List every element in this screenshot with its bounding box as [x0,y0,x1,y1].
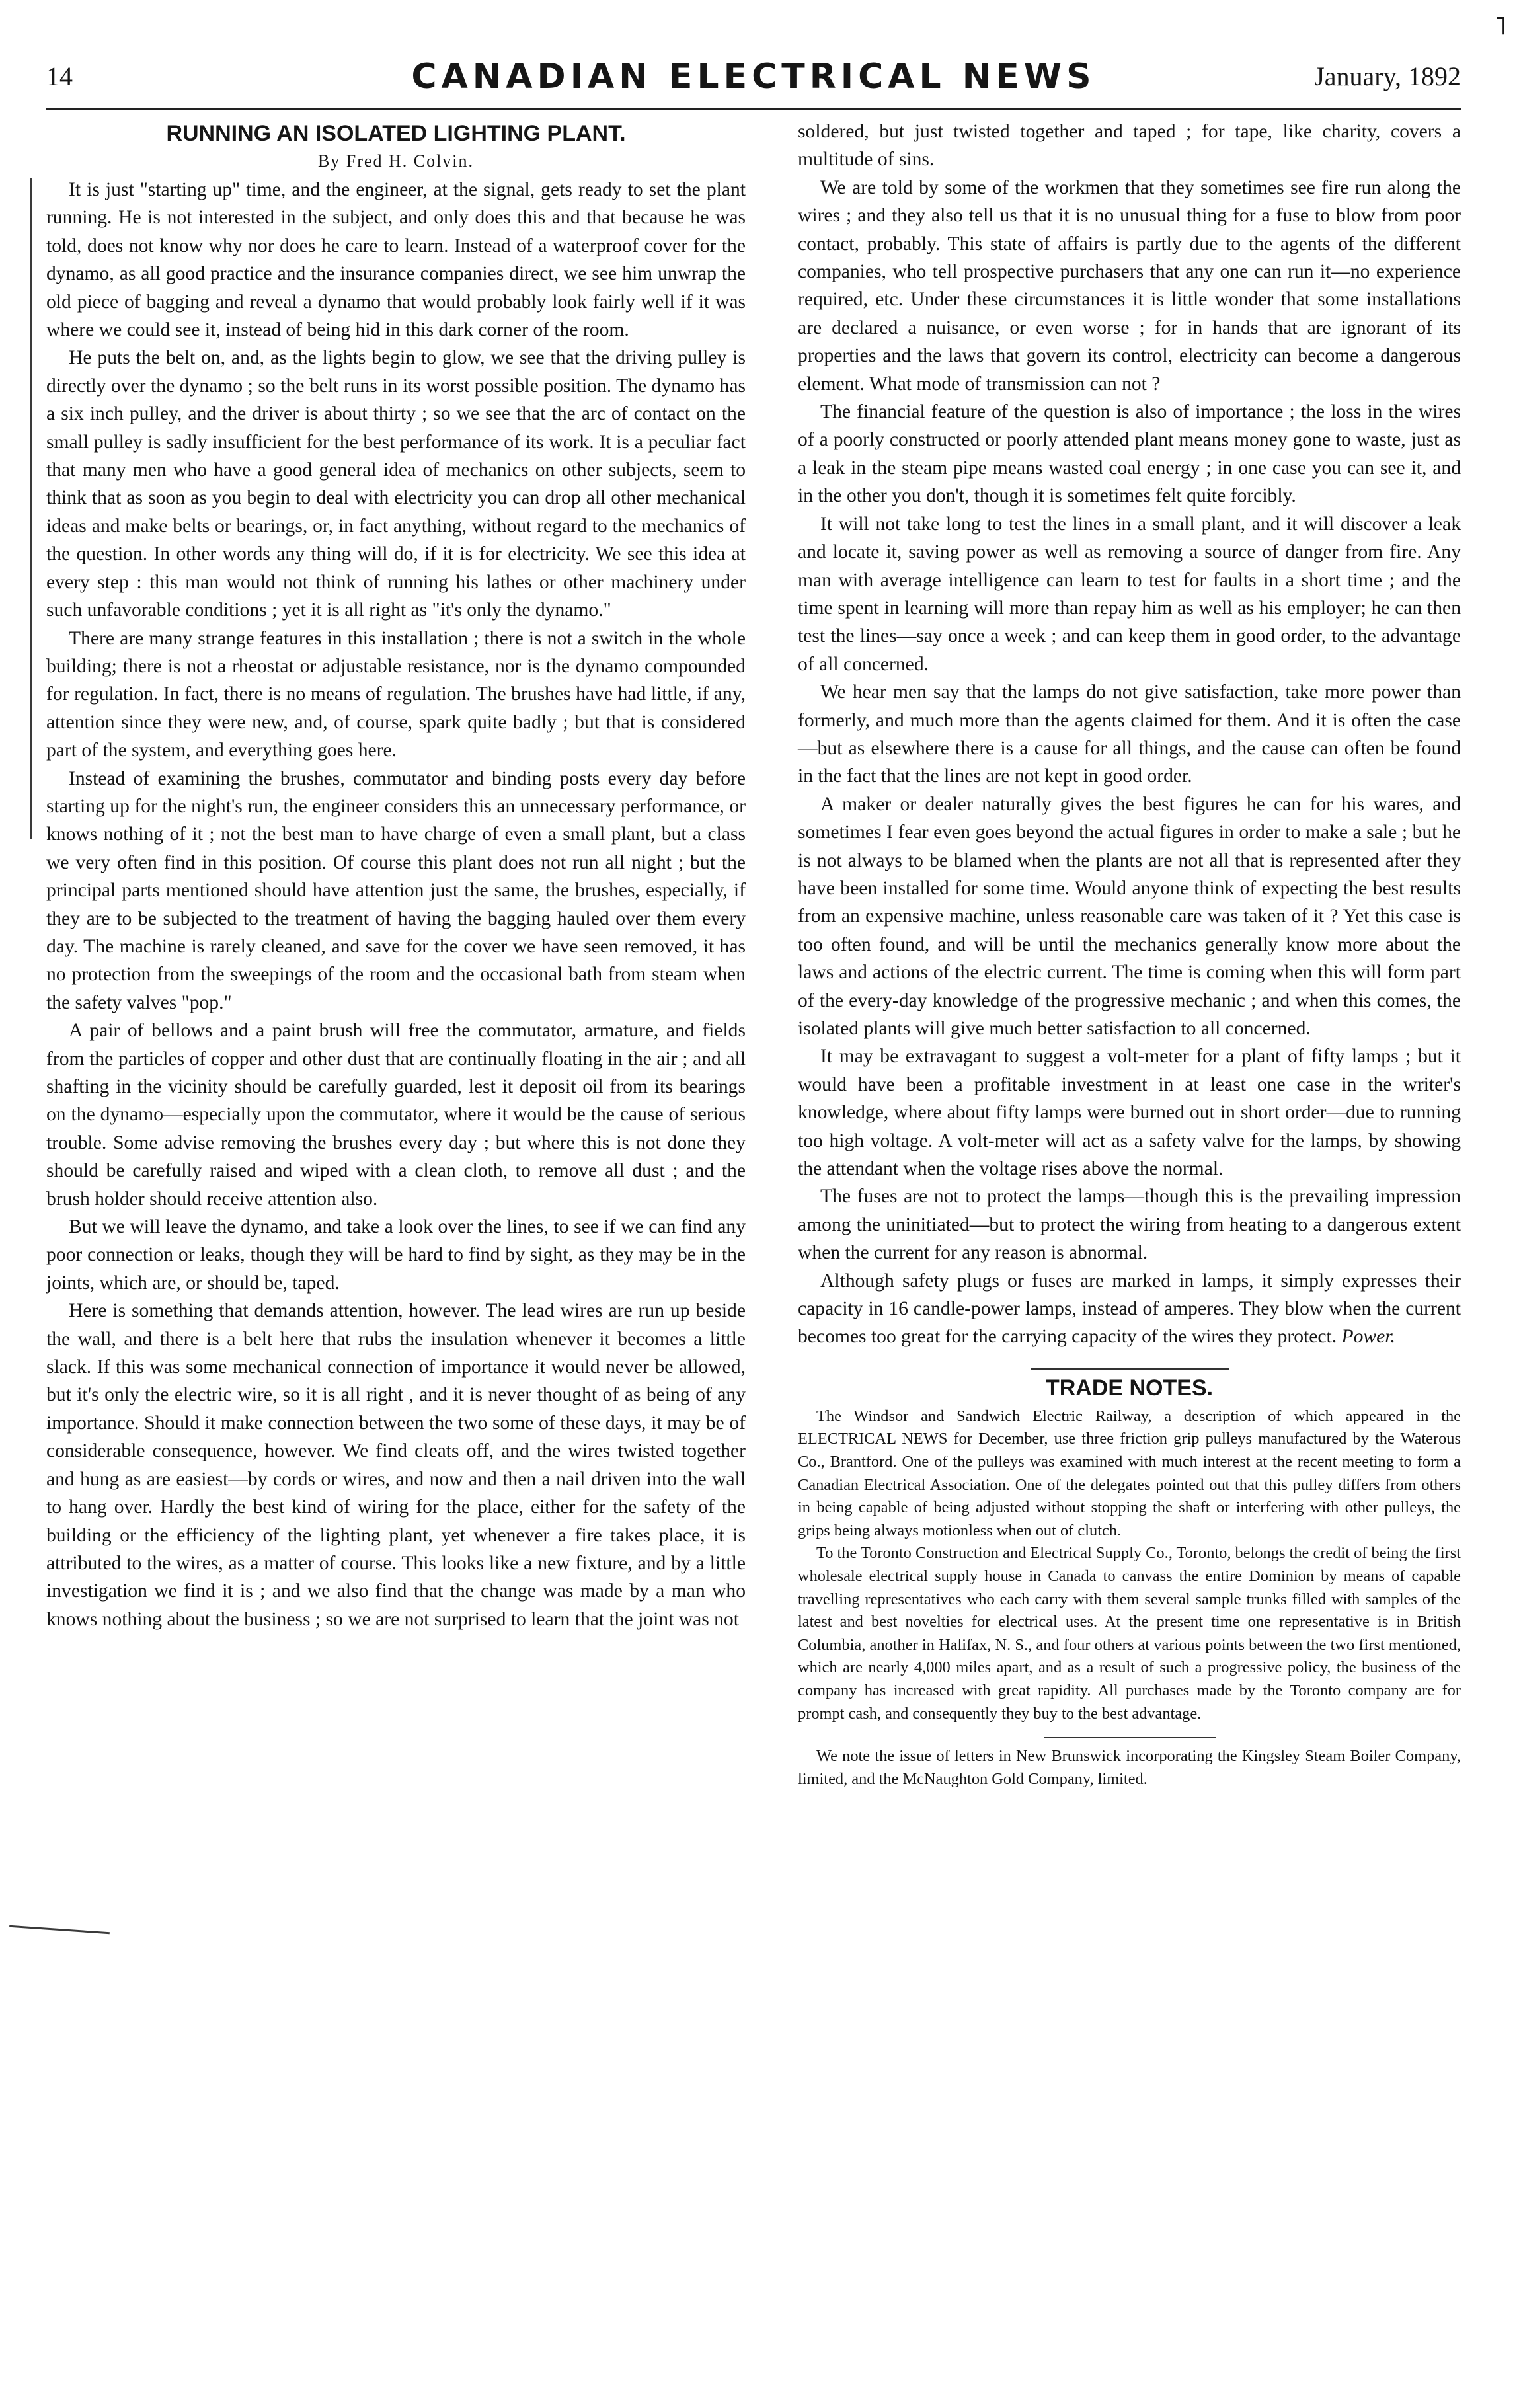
issue-date: January, 1892 [1314,61,1461,91]
article-paragraph: It is just "starting up" time, and the engineer, at the signal, gets ready to set the plant running. He is not interested in the subject, and only does this and that because he was told, does not know why nor does he care to learn. Instead of a waterproof cover for the dynamo, as all good practice and the insurance companies direct, we see him unwrap the old piece of bagging and reveal a dynamo that would probably look fairly well if it was where we could see it, instead of being hid in this dark corner of the room. [46,179,746,341]
article-paragraph: But we will leave the dynamo, and take a look over the lines, to see if we can find any poor connection or leaks, though they will be hard to find by sight, as they may be in the joints, which are, or should be, taped. [46,1216,746,1294]
article-paragraph: He puts the belt on, and, as the lights begin to glow, we see that the driving pulley is directly over the dynamo ; so the belt runs in its worst possible position. The dynamo has a six inch pulley, and the driver is about thirty ; so we see that the arc of contact on the small pulley is sadly insufficient for the best performance of its work. It is a peculiar fact that many men who have a good general idea of mechanics on other subjects, seem to think that as soon as you begin to deal with electricity you can drop all other mechanical ideas and make belts or bearings, or, in fact anything, without regard to the mechanics of the question. In other words any thing will do, if it is for electricity. We see this idea at every step : this man would not think of running his lathes or other machinery under such unfavorable conditions ; yet it is all right as "it's only the dynamo." [46,347,746,621]
article-paragraph: Instead of examining the brushes, commutator and binding posts every day before starting up for the night's run, the engineer considers this an unnecessary performance, or knows nothing of it ; not the best man to have charge of even a small plant, but a class we very often find in this position. Of course this plant does not run all night ; but the principal parts mentioned should have attention just the same, the brushes, especially, if they are to be subjected to the treatment of having the bagging hauled over them every day. The machine is rarely cleaned, and save for the cover we have seen removed, it has no protection from the sweepings of the room and the occasional bath from steam when the safety valves "pop." [46,767,746,1013]
section-rule [1031,1368,1229,1370]
trade-note: The Windsor and Sandwich Electric Railway, a description of which appeared in the ELECTRICAL NEWS for December, use three friction grip pulleys manufactured by the Waterous Co., Brantford. One of the pulleys was examined with much interest at the recent meeting to form a Canadian Electrical Association. One of the delegates pointed out that this pulley differs from others in being capable of being adjusted without stopping the shaft or interfering with other pulleys, the grips being always motionless when out of clutch. [798,1407,1461,1539]
article-paragraph: We are told by some of the workmen that they sometimes see fire run along the wires ; and they also tell us that it is no unusual thing for a fuse to blow from poor contact, probably. This state of affairs is partly due to the agents of the different companies, who tell prospective purchasers that any one can run it—no experience required, etc. Under these circumstances it is little wonder that some installations are declared a nuisance, or even worse ; for in hands that are ignorant of its properties and the laws that govern its control, electricity can become a dangerous element. What mode of transmission can not ? [798,176,1461,395]
page-header [46,57,1461,103]
article-byline: By Fred H. Colvin. [317,151,475,171]
trade-notes-body [798,1405,1461,1791]
margin-annotation-line [30,178,32,839]
header-rule [46,108,1461,110]
source-credit: Power. [1341,1326,1395,1348]
page-number: 14 [46,61,73,91]
article-paragraph: The financial feature of the question is also of importance ; the loss in the wires of a poorly constructed or poorly attended plant means money gone to waste, just as a leak in the steam pipe means wasted coal energy ; in one case you can see it, and in the other you don't, though it is sometimes felt quite forcibly. [798,401,1461,507]
note-separator [1044,1737,1216,1738]
left-column [46,119,746,1633]
article-paragraph: A pair of bellows and a paint brush will free the commutator, armature, and fields from the particles of copper and other dust that are continually floating in the air ; and all shafting in the vicinity should be carefully guarded, lest it deposit oil from its bearings on the dynamo—especially upon the commutator, where it would be the cause of serious trouble. Some advise removing the brushes every day ; but where this is not done they should be carefully raised and wiped with a clean cloth, to remove all dust ; and the brush holder should receive attention also. [46,1020,746,1210]
article-continuation: soldered, but just twisted together and taped ; for tape, like charity, covers a multitude of sins. [798,121,1461,171]
masthead: CANADIAN ELECTRICAL NEWS [411,57,1096,97]
trade-note: To the Toronto Construction and Electrical Supply Co., Toronto, belongs the credit of being the first wholesale electrical supply house in Canada to canvass the entire Dominion by means of capable travelling representatives who each carry with them several sample trunks filled with samples of the latest and best novelties for electrical uses. At the present time one representative is in British Columbia, another in Halifax, N. S., and four others at various points between the two first mentioned, which are nearly 4,000 miles apart, and as a result of such a progressive policy, the business of the company has increased with great rapidity. All purchases made by the Toronto company are for prompt cash, and consequently they buy to the best advantage. [798,1544,1461,1723]
trade-notes-title: TRADE NOTES. [1045,1375,1214,1401]
article-paragraph: The fuses are not to protect the lamps—though this is the prevailing impression among the uninitiated—but to protect the wiring from heating to a dangerous extent when the current for any reason is abnormal. [798,1186,1461,1264]
right-column [798,118,1461,1791]
article-paragraph: It may be extravagant to suggest a volt-meter for a plant of fifty lamps ; but it would have been a profitable investment in at least one case in the writer's knowledge, where about fifty lamps were burned out in short order—due to running too high voltage. A volt-meter will act as a safety valve for the lamps, by showing the attendant when the voltage rises above the normal. [798,1046,1461,1180]
article-final-paragraph [798,1267,1461,1351]
trade-note: We note the issue of letters in New Brunswick incorporating the Kingsley Steam Boiler Company, limited, and the McNaughton Gold Company, limited. [798,1747,1461,1788]
corner-pencil-mark: ˥ [1494,11,1507,41]
article-paragraph: There are many strange features in this installation ; there is not a switch in the whole building; there is not a rheostat or adjustable resistance, nor is the dynamo compounded for regulation. In fact, there is no means of regulation. The brushes have had little, if any, attention since they were new, and, of course, spark quite badly ; but that is considered part of the system, and everything goes here. [46,627,746,761]
article-paragraph-text: Although safety plugs or fuses are marked in lamps, it simply expresses their capacity in 16 candle-power lamps, instead of amperes. They blow when the current becomes too great for the carrying capacity of the wires they protect. [798,1270,1461,1348]
article-paragraph: It will not take long to test the lines in a small plant, and it will discover a leak and locate it, saving power as well as removing a source of danger from fire. Any man with average intelligence can learn to test for faults in a short time ; and the time spent in learning will more than repay him as well as his employer; he can then test the lines—say once a week ; and can keep them in good order, to the advantage of all concerned. [798,513,1461,675]
article-title: RUNNING AN ISOLATED LIGHTING PLANT. [166,121,626,146]
article-paragraph: We hear men say that the lamps do not give satisfaction, take more power than formerly, and much more than the agents claimed for them. And it is often the case—but as elsewhere there is a cause for all things, and the cause can often be found in the fact that the lines are not kept in good order. [798,681,1461,787]
margin-annotation-dash [9,1925,110,1935]
article-paragraph: A maker or dealer naturally gives the best figures he can for his wares, and sometimes I fear even goes beyond the actual figures in order to make a sale ; but he is not always to be blamed when the plants are not all that is represented after they have been installed for some time. Would anyone think of expecting the best results from an expensive machine, unless reasonable care was taken of it ? Yet this case is too often found, and will be until the mechanics generally know more about the laws and actions of the electric current. The time is coming when this will form part of the every-day knowledge of the progressive mechanic ; and when this comes, the isolated plants will give much better satisfaction to all concerned. [798,793,1461,1039]
article-paragraph: Here is something that demands attention, however. The lead wires are run up beside the wall, and there is a belt here that rubs the insulation whenever it becomes a little slack. If this was some mechanical connection of importance it would never be allowed, but it's only the electric wire, so it is all right , and it is never thought of as being of any importance. Should it make connection between the two some of these days, it may be of considerable consequence, however. We find cleats off, and the wires twisted together and hung as are easiest—by cords or wires, and now and then a nail driven into the wall to hang over. Hardly the best kind of wiring for the place, either for the safety of the building or the efficiency of the lighting plant, yet whenever a fire takes place, it is attributed to the wires, as a matter of course. This looks like a new fixture, and by a little investigation we find it is ; and we also find that the change was made by a man who knows nothing about the business ; so we are not surprised to learn that the joint was not [46,1300,746,1630]
